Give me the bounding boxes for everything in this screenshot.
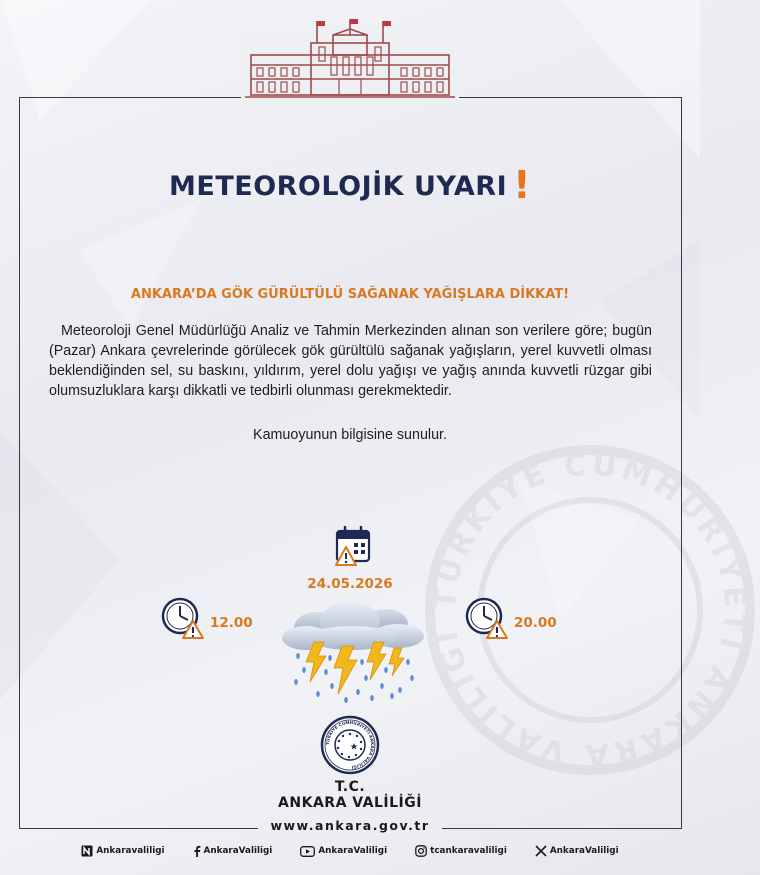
x-icon bbox=[535, 845, 547, 857]
nsosyal-icon bbox=[81, 845, 93, 857]
warning-subtitle: ANKARA’DA GÖK GÜRÜLTÜLÜ SAĞANAK YAĞIŞLARA DİKKAT! bbox=[130, 287, 570, 302]
youtube-icon bbox=[300, 846, 315, 857]
building-logo bbox=[241, 17, 459, 105]
page-title bbox=[0, 163, 700, 207]
svg-text:TÜRKİYE CUMHURİYETİ ANKARA VAL: TÜRKİYE CUMHURİYETİ ANKARA VALİLİĞİ bbox=[427, 447, 753, 773]
public-notice: Kamuoyunun bilgisine sunulur. bbox=[253, 427, 447, 443]
facebook-icon bbox=[193, 845, 201, 857]
social-link-instagram[interactable] bbox=[415, 845, 507, 857]
social-link-x[interactable] bbox=[535, 845, 619, 857]
social-handle: AnkaraValiligi bbox=[549, 846, 619, 856]
ankara-governorship-seal bbox=[320, 715, 380, 775]
svg-text:TÜRKİYE CUMHURİYETİ ANKARA VAL: TÜRKİYE CUMHURİYETİ ANKARA VALİLİĞİ bbox=[324, 719, 376, 770]
org-name-tc: T.C. bbox=[334, 779, 366, 795]
title-text: METEOROLOJİK UYARI bbox=[169, 171, 508, 202]
thunderstorm-icon bbox=[278, 600, 428, 709]
social-handle: AnkaraValiligi bbox=[318, 846, 388, 856]
website-link[interactable] bbox=[0, 818, 700, 833]
website-text: www.ankara.gov.tr bbox=[258, 818, 441, 833]
calendar-warning-icon bbox=[334, 525, 374, 571]
start-time: 12.00 bbox=[210, 615, 253, 631]
social-media-bar bbox=[0, 841, 700, 861]
clock-warning-icon bbox=[160, 596, 206, 644]
end-time: 20.00 bbox=[514, 615, 557, 631]
social-link-nsosyal[interactable] bbox=[81, 845, 164, 857]
instagram-icon bbox=[415, 845, 427, 857]
exclamation-mark: ! bbox=[513, 163, 531, 207]
social-handle: Ankaravaliligi bbox=[96, 846, 165, 856]
clock-warning-icon bbox=[464, 596, 510, 644]
forecast-date: 24.05.2026 bbox=[307, 576, 393, 592]
social-link-facebook[interactable] bbox=[193, 845, 273, 857]
social-handle: AnkaraValiligi bbox=[203, 846, 273, 856]
warning-paragraph: Meteoroloji Genel Müdürlüğü Analiz ve Tahmin Merkezinden alınan son verilere göre; bugün (Pazar) Ankara çevrelerinde görülecek gök gürültülü sağanak yağışların, yerel kuvvetli olması beklendiğinden sel, su baskını, yıldırım, yerel dolu yağışı ve yağış anında kuvvetli rüzgar gibi olumsuzluklara karşı dikkatli ve tedbirli olunması gerekmektedir. bbox=[49, 323, 652, 399]
social-handle: tcankaravaliligi bbox=[430, 846, 507, 856]
org-name: ANKARA VALİLİĞİ bbox=[278, 795, 422, 811]
social-link-youtube[interactable] bbox=[300, 846, 387, 857]
